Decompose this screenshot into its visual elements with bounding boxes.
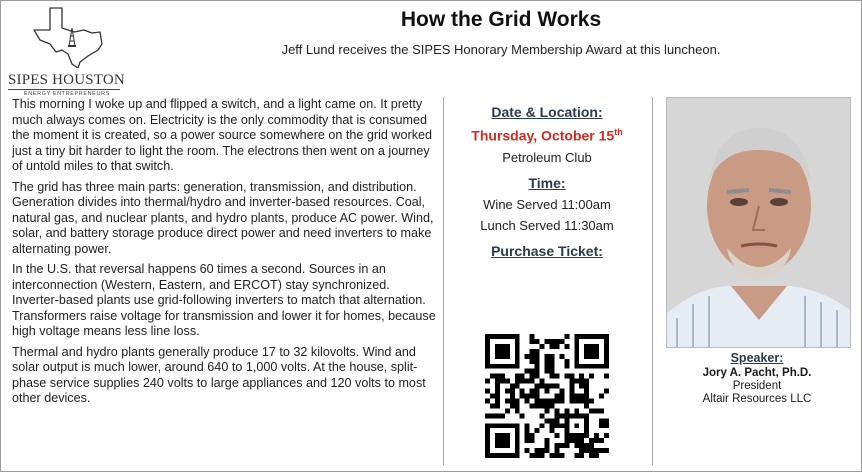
wine-time: Wine Served 11:00am [483, 196, 611, 212]
page-subtitle: Jeff Lund receives the SIPES Honorary Membership Award at this luncheon. [281, 42, 721, 57]
time-heading: Time: [528, 174, 566, 191]
event-info [448, 104, 646, 259]
column-divider [652, 97, 653, 465]
event-date-suffix: th [614, 127, 623, 137]
logo-divider [8, 89, 120, 90]
sipes-logo [6, 6, 124, 98]
column-divider [443, 97, 444, 465]
article-paragraph: In the U.S. that reversal happens 60 times a second. Sources in an interconnection (Western, Eastern, and ERCOT) stay synchronized. Inverter-based plants use grid-following inverters to match that alternation. Transformers raise voltage for transmission and lower it for homes, because high voltage means less line loss. [12, 262, 436, 338]
article-body [12, 97, 436, 412]
qr-code-icon[interactable] [485, 334, 609, 458]
event-location: Petroleum Club [502, 149, 592, 165]
event-date [448, 127, 646, 144]
purchase-ticket-heading: Purchase Ticket: [491, 242, 603, 259]
speaker-portrait-icon [667, 98, 850, 347]
speaker-heading: Speaker: [730, 351, 784, 365]
article-paragraph: Thermal and hydro plants generally produce 17 to 32 kilovolts. Wind and solar output is much lower, around 640 to 1,000 volts. At the house, split-phase service supplies 240 volts to large appliances and 120 volts to most other devices. [12, 344, 426, 405]
speaker-name: Jory A. Pacht, Ph.D. [702, 367, 812, 379]
speaker-photo [666, 97, 851, 348]
speaker-info [656, 351, 858, 405]
texas-derrick-icon [28, 6, 106, 68]
page-title: How the Grid Works [400, 8, 602, 31]
speaker-company: Altair Resources LLC [702, 393, 812, 405]
speaker-title: President [732, 380, 782, 392]
article-paragraph: The grid has three main parts: generation, transmission, and distribution. Generation divides into thermal/hydro and inverter-based resources. Coal, natural gas, and nuclear plants, and hydro plants, produce AC power. Wind, solar, and battery storage produce direct power and need inverters to make alternating power. [12, 179, 434, 256]
date-location-heading: Date & Location: [491, 104, 603, 120]
logo-wordmark: SIPES HOUSTON [8, 72, 125, 88]
event-date-text: Thursday, October 15 [471, 127, 615, 144]
logo-tagline: ENERGY ENTREPRENEURS [24, 91, 110, 97]
article-paragraph: This morning I woke up and flipped a switch, and a light came on. It pretty much always comes on. Electricity is the only commodity that is consumed the moment it is created, so a power source somewhere on the grid worked just a tiny bit harder to light the room. The electrons then went on a journey of untold miles to that switch. [12, 97, 432, 173]
lunch-time: Lunch Served 11:30am [480, 217, 614, 233]
